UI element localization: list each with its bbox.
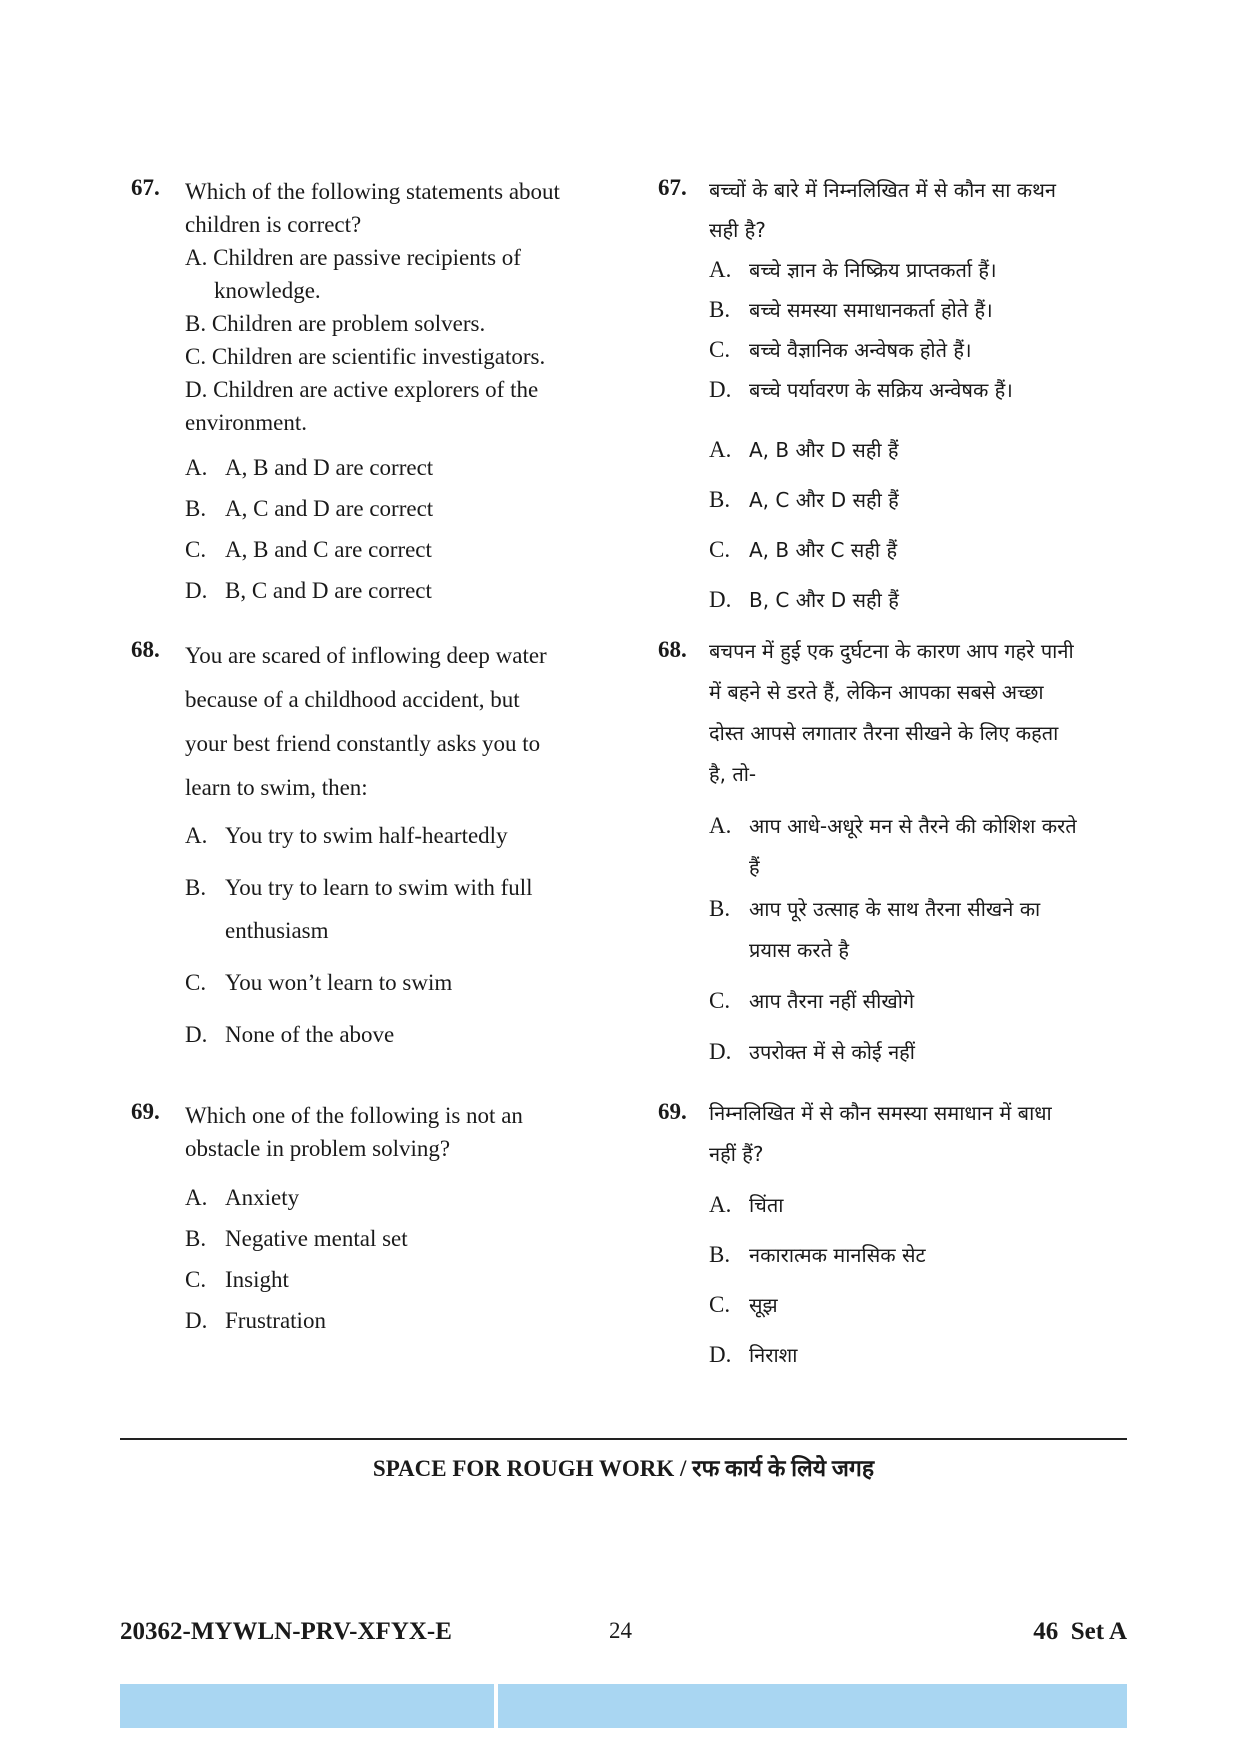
q68-stem-line: दोस्त आपसे लगातार तैरना सीखने के लिए कहता [709,721,1059,745]
q69-stem-line: obstacle in problem solving? [185,1136,451,1161]
set-label: 46 Set A [1033,1618,1127,1645]
option: enthusiasm [225,918,329,943]
q67-statement-hi: D. बच्चे पर्यावरण के सक्रिय अन्वेषक हैं। [709,377,1013,402]
q69-options-hi [709,1180,926,1380]
option: D. None of the above [185,1022,395,1047]
q67-statement: D. Children are active explorers of the [185,377,539,402]
q69-number-hi: 69. [658,1099,687,1124]
q68-stem-line: your best friend constantly asks you to [185,731,541,756]
q67-statement-hi: A. बच्चे ज्ञान के निष्क्रिय प्राप्तकर्ता हैं। [709,257,997,282]
q68-stem-line: है, तो- [709,762,757,786]
option: D. निराशा [709,1342,798,1367]
q68-options-en [185,814,533,1056]
option: प्रयास करते है [749,938,849,962]
q67-statement: environment. [185,410,307,435]
option: C. Insight [185,1267,289,1292]
q68-number-en: 68. [131,637,160,662]
option: A. A, B and D are correct [185,455,434,480]
q67-statement: C. Children are scientific investigators. [185,344,546,369]
option: B. आप पूरे उत्साह के साथ तैरना सीखने का [709,896,1041,921]
option: D. उपरोक्त में से कोई नहीं [709,1039,915,1064]
q69-stem-line: निम्नलिखित में से कौन समस्या समाधान में बाधा [709,1101,1052,1125]
q67-statement: A. Children are passive recipients of [185,245,521,270]
option: B. You try to learn to swim with full [185,875,533,900]
q69-stem-line: नहीं हैं? [709,1142,764,1166]
page-number: 24 [609,1618,632,1643]
q69-stem-en [185,1099,523,1165]
option: B. A, C and D are correct [185,496,434,521]
q69-stem-line: Which one of the following is not an [185,1103,523,1128]
footer-bar-right [498,1684,1127,1728]
option: A. You try to swim half-heartedly [185,823,508,848]
q68-stem-line: में बहने से डरते हैं, लेकिन आपका सबसे अच्छा [709,680,1044,704]
option: C. आप तैरना नहीं सीखोगे [709,988,915,1013]
q67-statement-hi: C. बच्चे वैज्ञानिक अन्वेषक होते हैं। [709,337,972,362]
q67-statement: knowledge. [214,278,321,303]
option: A. आप आधे-अधूरे मन से तैरने की कोशिश करते [709,813,1077,838]
q68-stem-line: because of a childhood accident, but [185,687,520,712]
q67-options-en [185,447,433,611]
option: A. Anxiety [185,1185,300,1210]
q67-stem-line: children is correct? [185,212,362,237]
q67-options-hi [709,425,899,625]
footer-bar-left [120,1684,494,1728]
paper-code: 20362-MYWLN-PRV-XFYX-E [120,1618,452,1645]
q69-number-en: 69. [131,1099,160,1124]
option: B. नकारात्मक मानसिक सेट [709,1242,926,1267]
q68-stem-line: You are scared of inflowing deep water [185,643,547,668]
option: C. A, B and C are correct [185,537,432,562]
q68-stem-line: learn to swim, then: [185,775,368,800]
q67-statement-hi: B. बच्चे समस्या समाधानकर्ता होते हैं। [709,297,993,322]
q67-statement: B. Children are problem solvers. [185,311,486,336]
q67-stem-line: बच्चों के बारे में निम्नलिखित में से कौन सा कथन [709,178,1057,202]
q67-stem-line: Which of the following statements about [185,179,560,204]
q68-stem-en [185,634,547,810]
option: B. Negative mental set [185,1226,408,1251]
option: हैं [749,855,760,879]
rough-work-heading: SPACE FOR ROUGH WORK / रफ कार्य के लिये जगह [372,1456,875,1481]
option: A. चिंता [709,1192,784,1217]
q68-stem-hi [709,631,1074,795]
q67-number-en: 67. [131,175,160,200]
q68-options-hi [709,805,1077,1073]
option: B. A, C और D सही हैं [709,487,899,512]
option: C. A, B और C सही हैं [709,537,898,562]
option: D. B, C and D are correct [185,578,432,603]
option: C. सूझ [709,1292,778,1317]
q67-stem-hi [709,170,1056,410]
q69-stem-hi [709,1093,1052,1175]
q67-stem-en [185,175,560,439]
q67-number-hi: 67. [658,175,687,200]
q69-options-en [185,1177,408,1341]
q68-number-hi: 68. [658,637,687,662]
rough-work-divider [120,1438,1127,1440]
q67-stem-line: सही है? [709,218,766,242]
option: C. You won’t learn to swim [185,970,453,995]
option: D. B, C और D सही हैं [709,587,899,612]
option: A. A, B और D सही हैं [709,437,899,462]
q68-stem-line: बचपन में हुई एक दुर्घटना के कारण आप गहरे पानी [709,639,1074,663]
option: D. Frustration [185,1308,326,1333]
